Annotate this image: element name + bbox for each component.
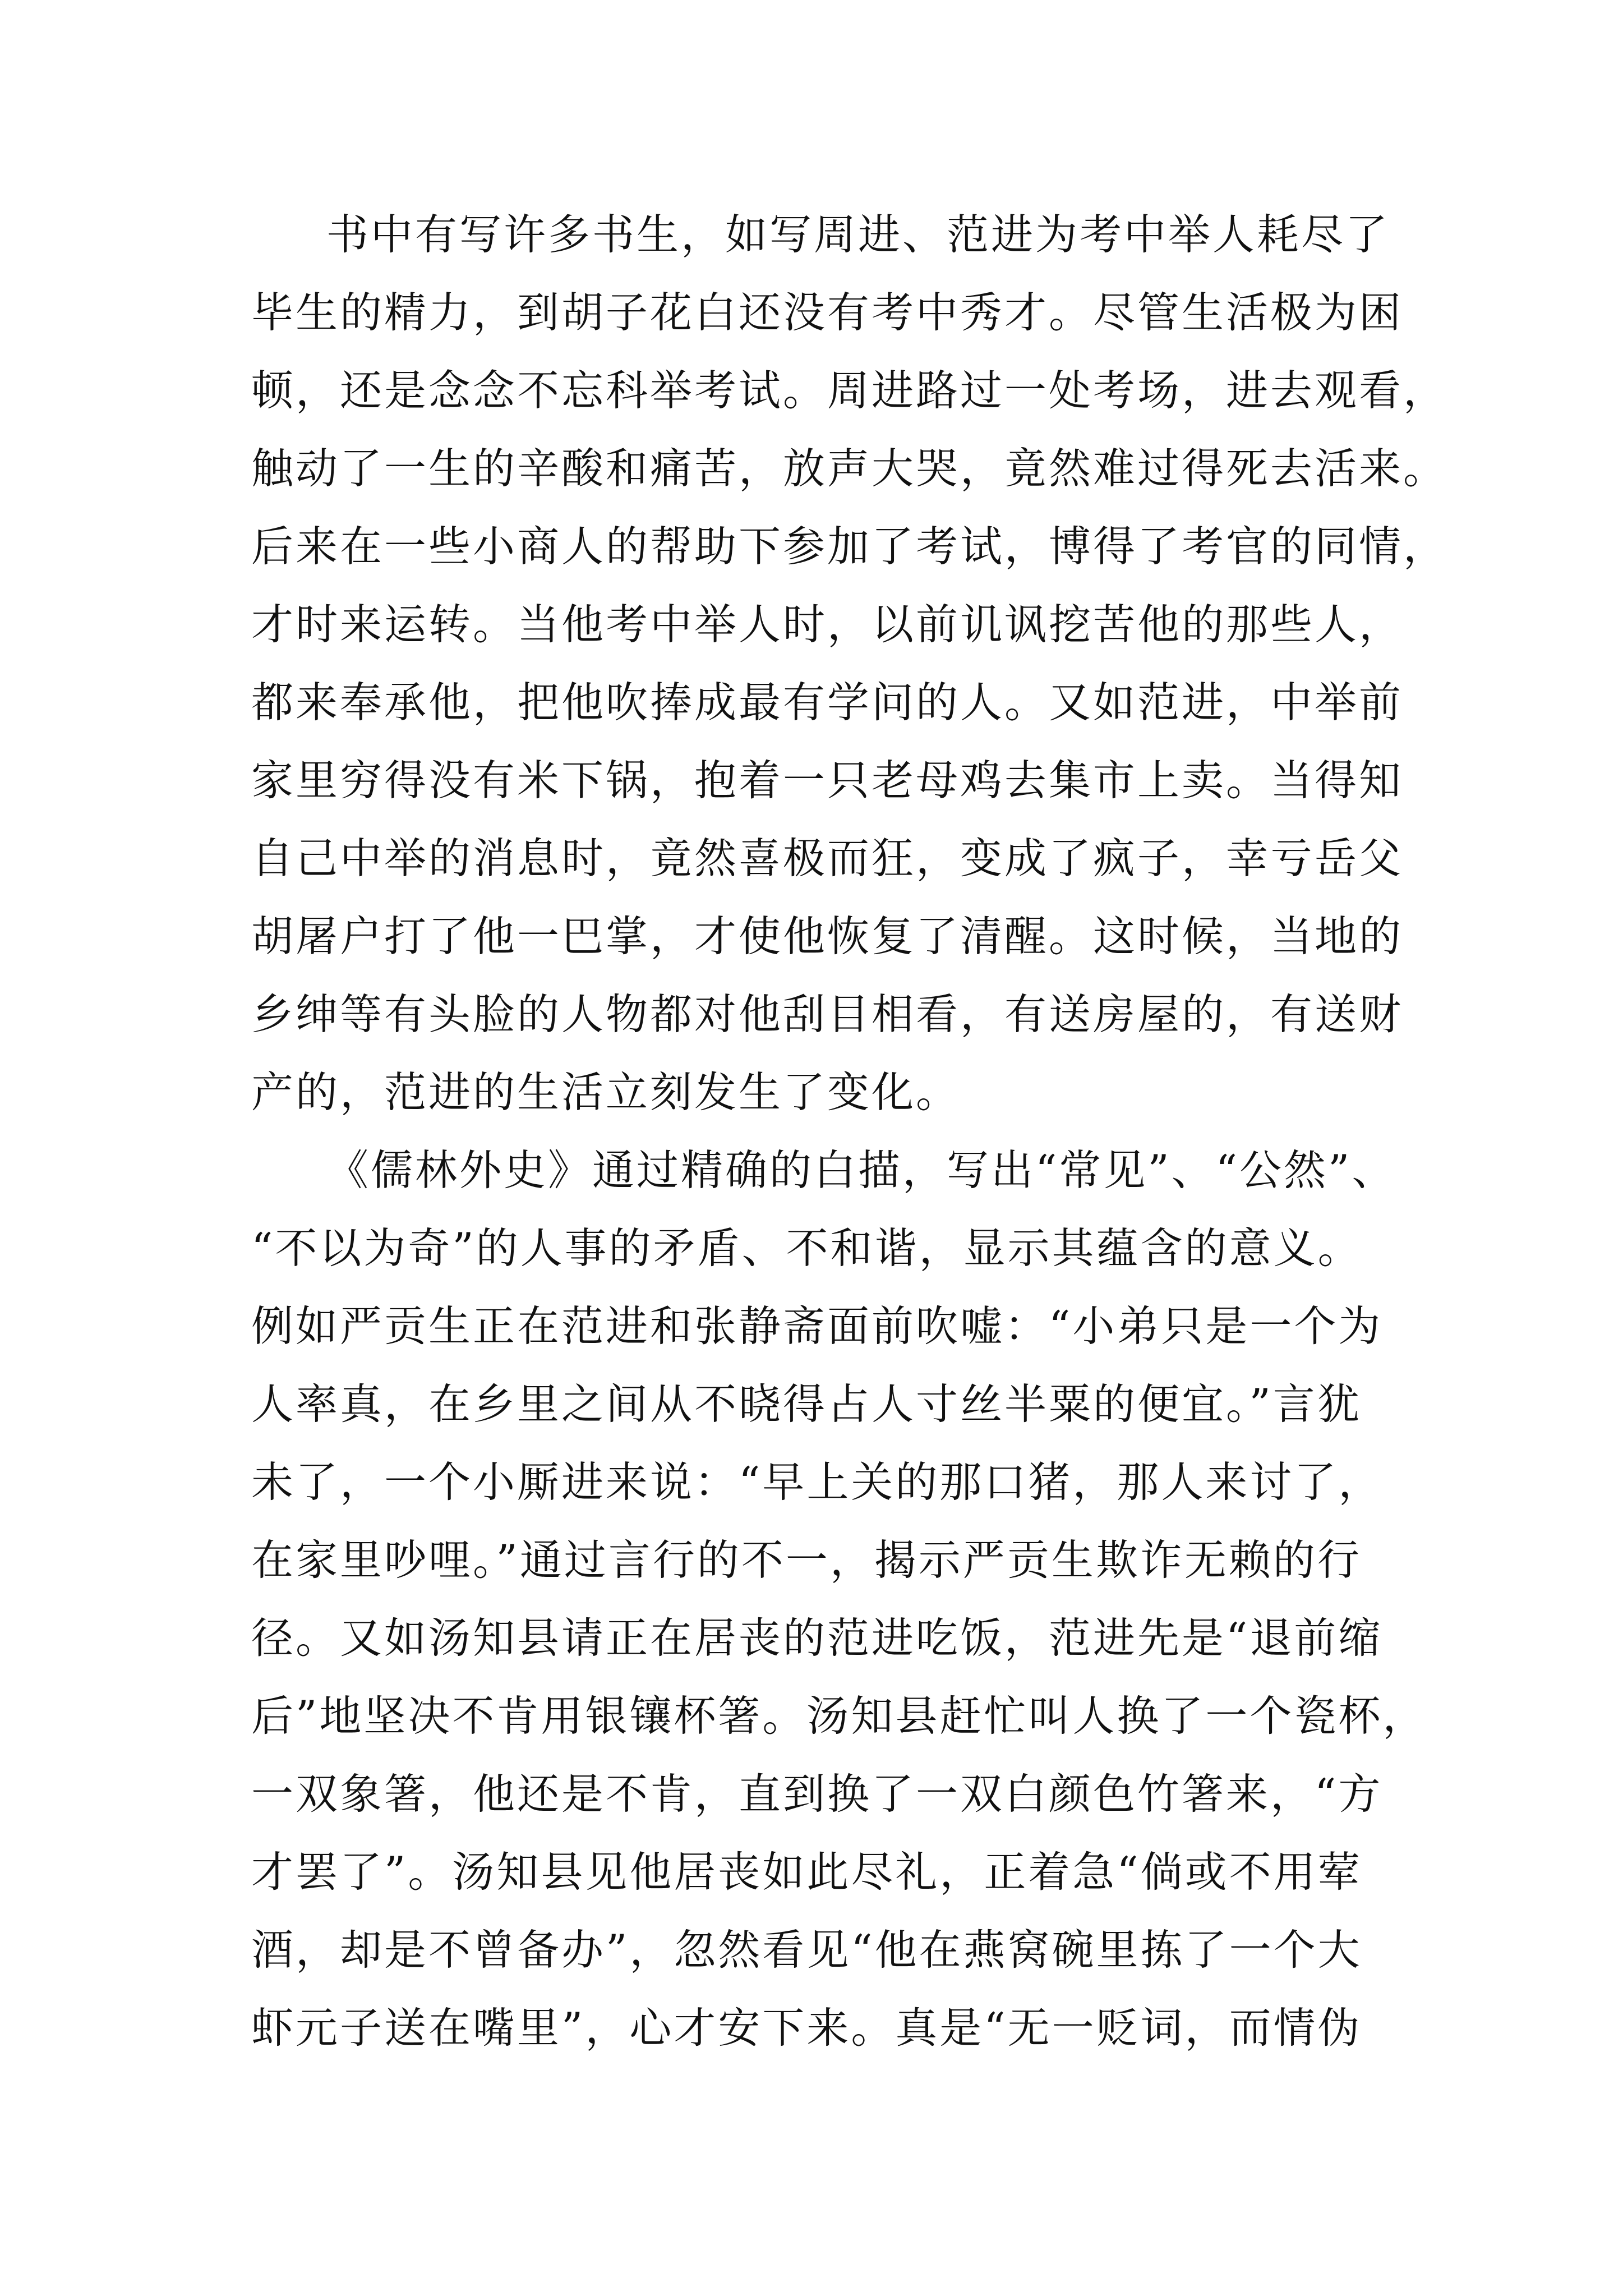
text-line: 酒，却是不曾备办”，忽然看见“他在燕窝碗里拣了一个大	[251, 1925, 1362, 1975]
text-line: 在家里吵哩。”通过言行的不一，揭示严贡生欺诈无赖的行	[251, 1535, 1362, 1585]
text-line: 都来奉承他，把他吹捧成最有学问的人。又如范进，中举前	[251, 678, 1404, 727]
text-line: 人率真，在乡里之间从不晓得占人寸丝半粟的便宜。”言犹	[251, 1379, 1362, 1429]
text-line: 例如严贡生正在范进和张静斋面前吹嘘：“小弟只是一个为	[251, 1301, 1383, 1351]
text-line: 胡屠户打了他一巴掌，才使他恢复了清醒。这时候，当地的	[251, 912, 1404, 961]
text-line: 后来在一些小商人的帮助下参加了考试，博得了考官的同情，	[251, 522, 1448, 571]
text-line: 虾元子送在嘴里”，心才安下来。真是“无一贬词，而情伪	[251, 2003, 1362, 2053]
text-line: 后”地坚决不肯用银镶杯箸。汤知县赶忙叫人换了一个瓷杯，	[251, 1691, 1427, 1741]
text-line: 顿，还是念念不忘科举考试。周进路过一处考场，进去观看，	[251, 366, 1448, 415]
text-line: 才罢了”。汤知县见他居丧如此尽礼，正着急“倘或不用荤	[251, 1847, 1362, 1897]
text-line: 家里穷得没有米下锅，抱着一只老母鸡去集市上卖。当得知	[251, 756, 1404, 805]
text-line: 径。又如汤知县请正在居丧的范进吃饭，范进先是“退前缩	[251, 1613, 1383, 1663]
text-line: “不以为奇”的人事的矛盾、不和谐，显示其蕴含的意义。	[251, 1223, 1362, 1273]
text-line: 产的，范进的生活立刻发生了变化。	[251, 1068, 961, 1117]
text-line: 未了，一个小厮进来说：“早上关的那口猪，那人来讨了，	[251, 1457, 1383, 1507]
text-line: 自己中举的消息时，竟然喜极而狂，变成了疯子，幸亏岳父	[251, 834, 1404, 883]
text-line: 书中有写许多书生，如写周进、范进为考中举人耗尽了	[326, 210, 1390, 259]
text-line: 毕生的精力，到胡子花白还没有考中秀才。尽管生活极为困	[251, 288, 1404, 337]
text-line: 乡绅等有头脸的人物都对他刮目相看，有送房屋的，有送财	[251, 990, 1404, 1039]
text-line: 才时来运转。当他考中举人时，以前讥讽挖苦他的那些人，	[251, 600, 1404, 649]
text-line: 《儒林外史》通过精确的白描，写出“常见”、“公然”、	[326, 1145, 1396, 1195]
text-line: 一双象箸，他还是不肯，直到换了一双白颜色竹箸来，“方	[251, 1769, 1383, 1819]
text-line: 触动了一生的辛酸和痛苦，放声大哭，竟然难过得死去活来。	[251, 444, 1448, 493]
